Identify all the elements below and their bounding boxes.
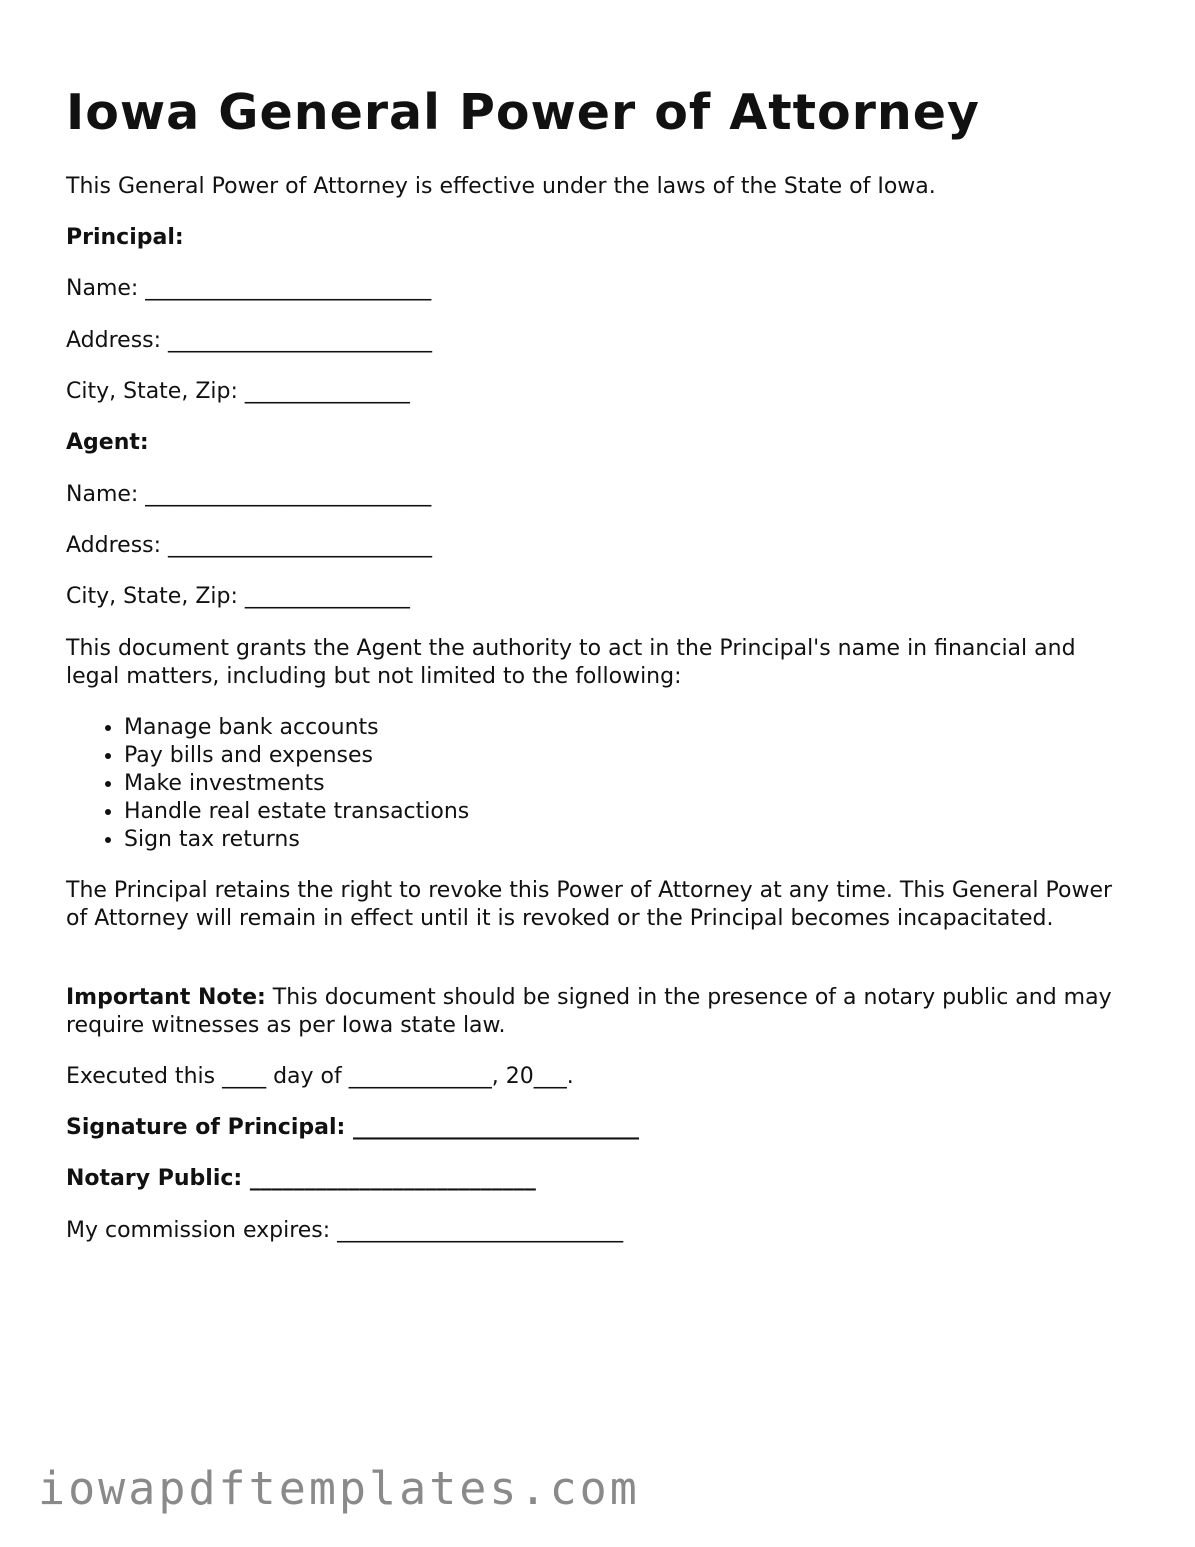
agent-heading: Agent: [66, 430, 149, 455]
powers-list [66, 714, 469, 854]
commission-expires-line[interactable]: My commission expires: __________________________ [66, 1218, 624, 1243]
list-item: • Make investments [124, 770, 469, 798]
notary-public-line[interactable]: Notary Public: __________________________ [66, 1166, 536, 1191]
important-note-label: Important Note: [66, 985, 266, 1010]
principal-signature-line[interactable]: Signature of Principal: __________________________ [66, 1115, 639, 1140]
agent-city-state-zip-field[interactable]: City, State, Zip: _______________ [66, 584, 410, 609]
agent-address-field[interactable]: Address: ________________________ [66, 533, 433, 558]
executed-date-line[interactable]: Executed this ____ day of _____________, 20___. [66, 1064, 574, 1089]
site-watermark: iowapdftemplates.com [38, 1462, 640, 1515]
revocation-paragraph: The Principal retains the right to revoke this Power of Attorney at any time. This General Power of Attorney will remain in effect until it is revoked or the Principal becomes incapacitated. [66, 878, 1113, 931]
grant-paragraph: This document grants the Agent the authority to act in the Principal's name in financial and legal matters, including but not limited to the following: [66, 636, 1076, 689]
principal-heading: Principal: [66, 225, 184, 250]
principal-address-field[interactable]: Address: ________________________ [66, 328, 433, 353]
list-item: • Pay bills and expenses [124, 742, 469, 770]
principal-city-state-zip-field[interactable]: City, State, Zip: _______________ [66, 379, 410, 404]
intro-text: This General Power of Attorney is effective under the laws of the State of Iowa. [66, 174, 936, 199]
list-item: • Manage bank accounts [124, 714, 469, 742]
list-item: • Handle real estate transactions [124, 798, 469, 826]
principal-name-field[interactable]: Name: __________________________ [66, 276, 432, 301]
important-note [66, 984, 1131, 1040]
important-note-text: This document should be signed in the presence of a notary public and may require witnesses as per Iowa state law. [66, 985, 1112, 1038]
agent-name-field[interactable]: Name: __________________________ [66, 482, 432, 507]
page-title: Iowa General Power of Attorney [66, 84, 980, 141]
list-item: • Sign tax returns [124, 826, 469, 854]
